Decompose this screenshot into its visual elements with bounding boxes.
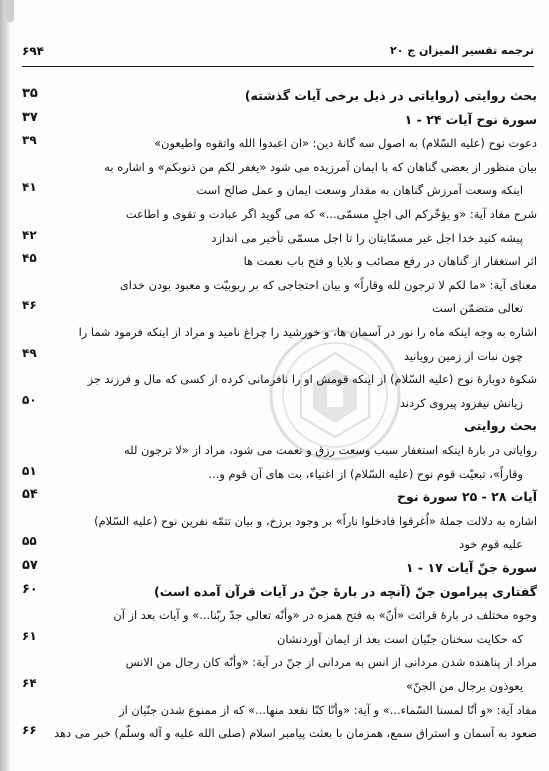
toc-entry [22, 251, 537, 271]
toc-entry-page: ۶۱ [22, 628, 37, 643]
toc-entry [22, 511, 537, 531]
toc-entry-page: ۳۹ [22, 133, 37, 148]
toc-entry [22, 605, 537, 625]
running-title: ترجمه تفسير الميزان ج ۲۰ [390, 44, 534, 57]
toc-entry-title: بيان منظور از بعضى گناهان كه با ايمان آمرزيده مى شود «يغفر لكم من ذنوبكم» و اشاره به [104, 159, 537, 174]
toc-entry [22, 180, 537, 200]
toc-entry-page: ۴۶ [22, 298, 37, 313]
toc-entry-page: ۶۶ [22, 723, 37, 738]
toc-entry [22, 652, 537, 672]
toc-entry-title: وقاراً»، تبعيّت قوم نوح (عليه السّلام) از اغنياء، بت هاى آن قوم و... [208, 466, 523, 481]
toc-entry [22, 558, 537, 578]
toc-entry [22, 346, 537, 366]
toc-entry-page: ۵۰ [22, 392, 37, 407]
toc-entry-title: اشاره به دلالت جملۀ «اُغرقوا فادخلوا ناراً» بر وجود برزخ، و بيان تتمّه نفرين نوح (عليه السّلام) [94, 513, 537, 528]
toc-entry-title: صعود به آسمان و استراق سمع، همزمان با بعثت پيامبر اسلام (صلى الله عليه و آله وسلّم) خبر مى دهد [54, 726, 537, 741]
toc-entry-title: شرح مفاد آية: «و يؤخّركم الى اجلٍ مسمّى...» كه مى گويد اگر عبادت و تقوى و اطاعت [125, 207, 537, 221]
toc-entry-page: ۵۵ [22, 534, 37, 549]
toc-entry-title: گفتارى پيرامون جنّ (آنچه در بارۀ جنّ در آيات قرآن آمده است) [154, 583, 537, 599]
toc-entry-page: ۶۴ [22, 676, 37, 690]
toc-entry [22, 298, 537, 318]
toc-entry [22, 700, 537, 720]
toc-entry-page: ۵۴ [22, 487, 38, 503]
toc-entry-page: ۵۱ [22, 463, 37, 478]
toc-entry-title: اينكه وسعت آمرزش گناهان به مقدار وسعت ايمان و عمل صالح است [196, 183, 523, 198]
toc-entry-title: شكوۀ دوبارۀ نوح (عليه السّلام) از اينكه قومش او را نافرمانى كرده از كسى كه مال و فرزند جز [87, 372, 537, 387]
toc-entry-page: ۳۵ [22, 86, 38, 101]
toc-entry-page: ۴۹ [22, 345, 37, 360]
toc-entry-title: دعوت نوح (عليه السّلام) به اصول سه گانهٔ دين: «ان اعبدوا الله واتقوه واطيعون» [154, 136, 537, 151]
toc-entry [22, 369, 537, 389]
toc-entry-title: مفاد آية: «و أنّا لمسنا السّماء...» و آية: «وأنّا كنّا نقعد منها...» كه از ممنوع شدن جنّيان از [119, 702, 537, 717]
toc-entry [22, 157, 537, 177]
toc-entry-page: ۴۲ [22, 227, 37, 242]
toc-entry-page: ۴۵ [22, 251, 37, 266]
toc-entry-page: ۴۱ [22, 180, 37, 195]
toc-entry [22, 440, 537, 460]
toc-entry-title: يعوذون برجال من الجنّ» [406, 679, 523, 693]
toc-entry-title: مراد از پناهنده شدن مردانى از انس به مردانى از جنّ در آية: «وأنّه كان رجال من الانس [125, 655, 537, 670]
toc-entry [22, 275, 537, 295]
toc-entry [22, 416, 537, 436]
toc-entry [22, 86, 537, 106]
toc-entry [22, 464, 537, 484]
toc-entry [22, 228, 537, 248]
toc-entry [22, 204, 537, 224]
toc-entry [22, 676, 537, 696]
toc-entry-title: وجوه مختلف در بارۀ قرائت «أنّ» به فتح همزه در «وأنّه تعالى جدّ ربّنا...» و آيات بعد از آن [113, 608, 537, 623]
toc-entry-title: آيات ۲۸ - ۲۵ سورة نوح [397, 489, 537, 505]
toc-entry [22, 393, 537, 413]
toc-entry-title: اشاره به وجه اينكه ماه را نور در آسمان ها، و خورشيد را چراغ ناميد و مراد از اينكه فرمود شما را [78, 325, 537, 339]
toc-entry-page: ۶۰ [22, 581, 38, 597]
toc-entry [22, 629, 537, 649]
toc-entry [22, 723, 537, 743]
toc-entry [22, 110, 537, 130]
toc-entry [22, 322, 537, 342]
toc-entry-page: ۵۷ [22, 558, 38, 573]
toc-entry-title: كه حكايت سخنان جنّيان است بعد از ايمان آوردنشان [277, 631, 523, 646]
toc-entry-title: تعالى متضمّن است [432, 301, 523, 316]
toc-entry [22, 582, 537, 602]
toc-entry [22, 133, 537, 153]
toc-entry-page: ۳۷ [22, 109, 38, 125]
toc-entry-title: رواياتى در بارۀ اينكه استغفار سبب وسعت رزق و نعمت مى شود، مراد از «لا ترجون لله [124, 443, 537, 457]
toc-entry-title: زيانش نيفزود پيروى كردند [399, 395, 523, 410]
toc-entry-title: عليه قوم خود [459, 537, 523, 552]
toc-entry-title: بحث روايتى (رواياتى در ذيل برخى آيات گذشته) [244, 88, 537, 103]
toc-entry-title: چون نبات از زمين رويانيد [403, 348, 523, 363]
toc-entry-title: اثر استغفار از گناهان در رفع مصائب و بلايا و فتح باب نعمت ها [243, 254, 537, 269]
toc-entry-title: سورة جنّ آيات ۱۷ - ۱ [405, 560, 537, 575]
toc-entry [22, 534, 537, 554]
toc-entry-title: معناى آية: «ما لكم لا ترجون لله وقاراً» و بيان احتجاجى كه بر ربوبيّت و معبود بودن خداى [119, 277, 537, 292]
toc-entry-title: سورة نوح آيات ۲۴ - ۱ [404, 111, 537, 127]
toc-entry-title: پيشه كنيد خدا اجل غير مسمّايتان را تا اجل مسمّى تأخير مى اندازد [211, 230, 523, 245]
toc-entry-title: بحث روايتى [464, 418, 537, 434]
page-number: ۶۹۴ [22, 44, 44, 58]
toc-entry [22, 487, 537, 507]
